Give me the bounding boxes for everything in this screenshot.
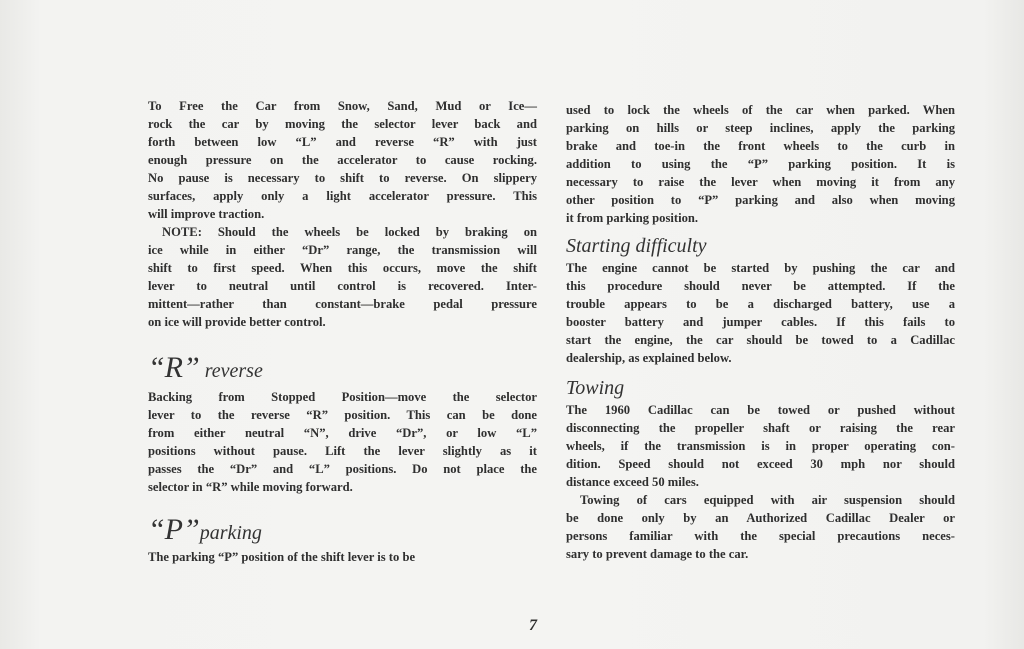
text-line: passes the “Dr” and “L” positions. Do not place the xyxy=(148,462,537,476)
text-line: The engine cannot be started by pushing the car and xyxy=(566,261,955,275)
text-line: forth between low “L” and reverse “R” with just xyxy=(148,135,537,149)
text-line: addition to using the “P” parking position. It is xyxy=(566,157,955,171)
text-line: Towing of cars equipped with air suspension should xyxy=(580,493,955,507)
heading-starting-difficulty: Starting difficulty xyxy=(566,235,707,257)
right-column xyxy=(566,101,955,563)
text-line: The 1960 Cadillac can be towed or pushed without xyxy=(566,403,955,417)
text-line: parking on hills or steep inclines, apply the parking xyxy=(566,121,955,135)
text-line: wheels, if the transmission is in proper operating con- xyxy=(566,439,955,453)
text-line: it from parking position. xyxy=(566,211,699,225)
paragraph-parking-cont xyxy=(566,101,955,227)
paragraph-parking xyxy=(148,548,537,566)
paragraph-air-suspension xyxy=(566,491,955,563)
text-line: be done only by an Authorized Cadillac Dealer or xyxy=(566,511,955,525)
text-line: other position to “P” parking and also when moving xyxy=(566,193,955,207)
text-line: lever to neutral until control is recovered. Inter- xyxy=(148,279,537,293)
text-line: from either neutral “N”, drive “Dr”, or low “L” xyxy=(148,426,537,440)
text-line: rock the car by moving the selector lever back and xyxy=(148,117,537,131)
text-line: Backing from Stopped Position—move the selector xyxy=(148,390,537,404)
text-line: mittent—rather than constant—brake pedal pressure xyxy=(148,297,537,311)
text-line: sary to prevent damage to the car. xyxy=(566,547,749,561)
text-line: enough pressure on the accelerator to cause rocking. xyxy=(148,153,537,167)
text-line: start the engine, the car should be towed to a Cadillac xyxy=(566,333,955,347)
section-parking xyxy=(148,510,537,566)
text-line: The parking “P” position of the shift lever is to be xyxy=(148,550,416,564)
paragraph-free-car xyxy=(148,97,537,223)
text-line: persons familiar with the special precautions neces- xyxy=(566,529,955,543)
text-line: on ice will provide better control. xyxy=(148,315,326,329)
left-column xyxy=(148,97,537,331)
section-reverse xyxy=(148,348,537,496)
page-number: 7 xyxy=(529,617,537,634)
text-line: booster battery and jumper cables. If this fails to xyxy=(566,315,955,329)
paragraph-note xyxy=(148,223,537,331)
paragraph-towing xyxy=(566,401,955,491)
text-line: No pause is necessary to shift to reverse. On slippery xyxy=(148,171,537,185)
text-line: lever to the reverse “R” position. This can be done xyxy=(148,408,537,422)
heading-towing: Towing xyxy=(566,377,625,399)
text-line: positions without pause. Lift the lever slightly as it xyxy=(148,444,537,458)
text-line: NOTE: Should the wheels be locked by braking on xyxy=(162,225,537,239)
text-line: used to lock the wheels of the car when parked. When xyxy=(566,103,955,117)
heading-reverse: “R” reverse xyxy=(148,351,263,384)
text-line: trouble appears to be a discharged battery, use a xyxy=(566,297,955,311)
text-line: surfaces, apply only a light accelerator pressure. This xyxy=(148,189,537,203)
text-line: dition. Speed should not exceed 30 mph nor should xyxy=(566,457,955,471)
text-line: ice while in either “Dr” range, the transmission will xyxy=(148,243,537,257)
text-line: disconnecting the propeller shaft or raising the rear xyxy=(566,421,955,435)
heading-parking: “P”parking xyxy=(148,513,262,546)
paragraph-reverse xyxy=(148,388,537,496)
text-line: necessary to raise the lever when moving it from any xyxy=(566,175,955,189)
text-line: will improve traction. xyxy=(148,207,265,221)
text-line: selector in “R” while moving forward. xyxy=(148,480,353,494)
text-line: distance exceed 50 miles. xyxy=(566,475,699,489)
text-line: dealership, as explained below. xyxy=(566,351,732,365)
text-line: this procedure should never be attempted. If the xyxy=(566,279,955,293)
text-line: shift to first speed. When this occurs, move the shift xyxy=(148,261,537,275)
text-line: brake and toe-in the front wheels to the curb in xyxy=(566,139,955,153)
paragraph-starting xyxy=(566,259,955,367)
text-line: To Free the Car from Snow, Sand, Mud or Ice— xyxy=(148,99,537,113)
